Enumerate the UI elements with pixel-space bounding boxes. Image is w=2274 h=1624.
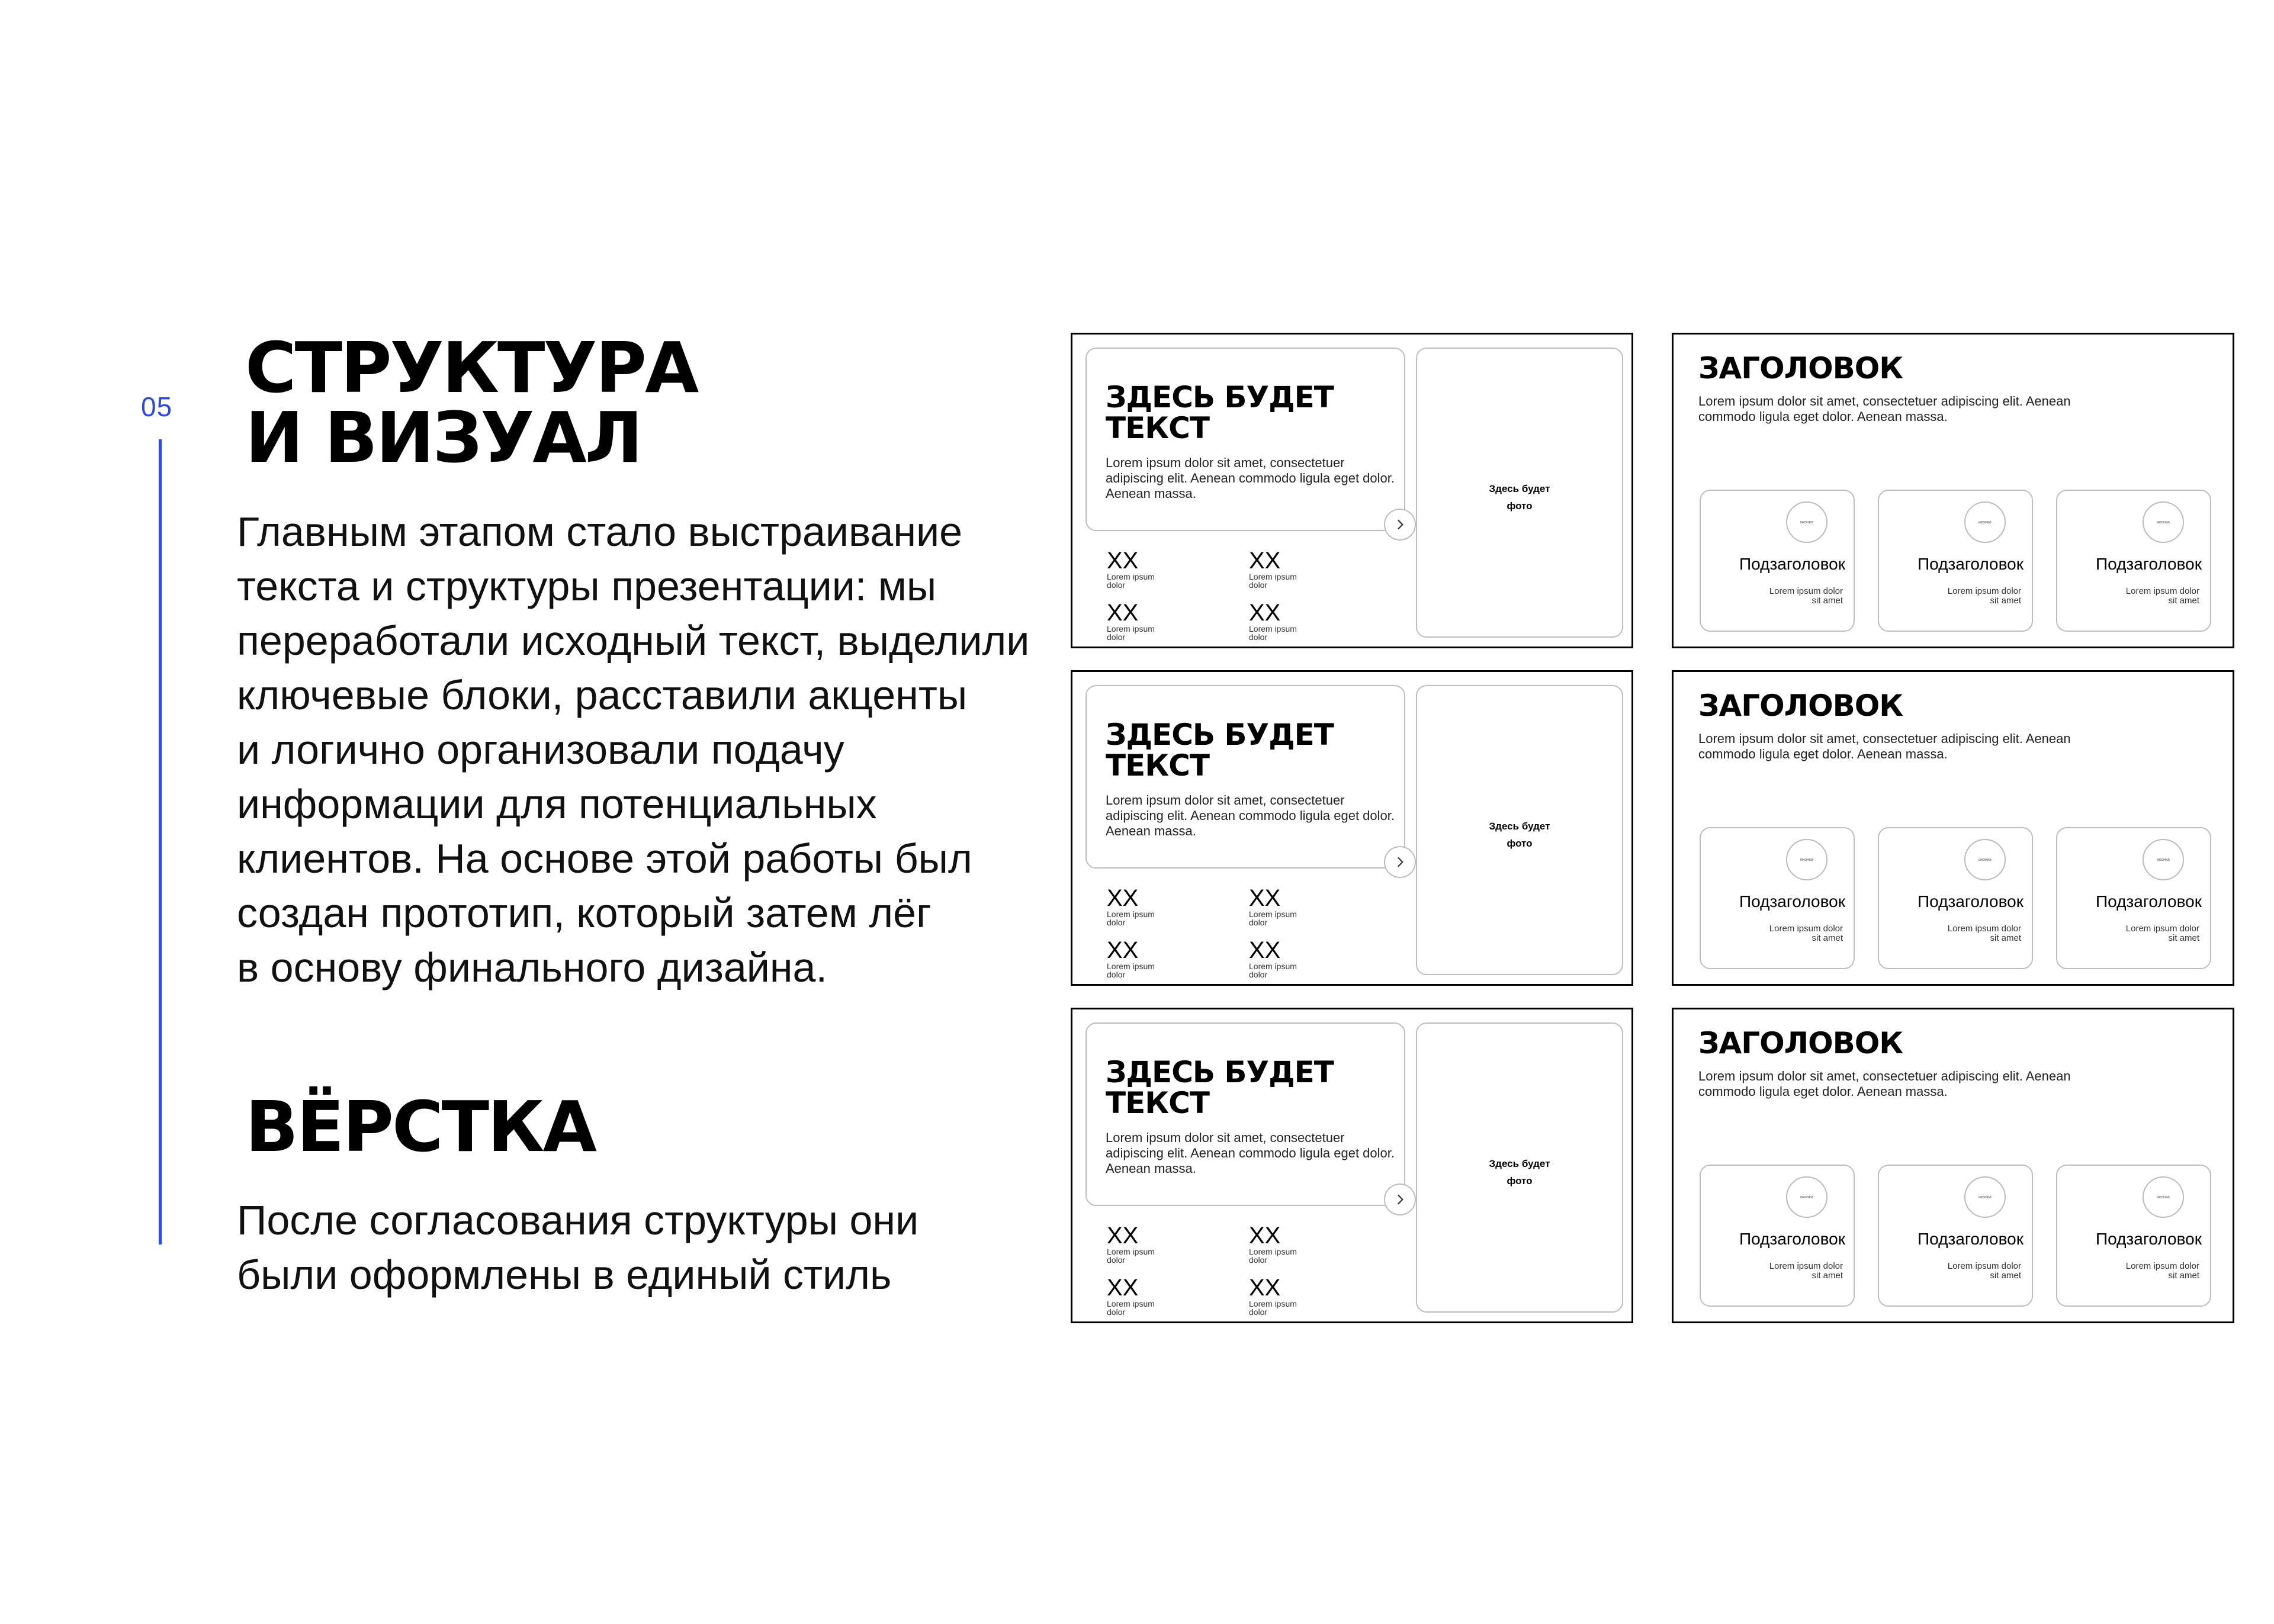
- feature-text-line: Lorem ipsum dolor: [2125, 1261, 2199, 1271]
- feature-card: [2056, 827, 2211, 969]
- next-arrow-button[interactable]: [1384, 1184, 1416, 1215]
- placeholder-icon: [1964, 1176, 2006, 1218]
- card-title: [1106, 719, 1334, 781]
- card-title-line: ТЕКСТ: [1106, 1086, 1209, 1120]
- slide-description: Lorem ipsum dolor sit amet, consectetuer adipiscing elit. Aenean commodo ligula eget dolor. Aenean massa.: [1698, 731, 2071, 761]
- stat-label: dolor: [1249, 1307, 1268, 1317]
- card-title-line: ЗДЕСЬ БУДЕТ: [1106, 718, 1334, 752]
- stat-label: dolor: [1249, 970, 1268, 979]
- text-line: ключевые блоки, расставили акценты: [237, 672, 968, 718]
- feature-card: [1878, 827, 2033, 969]
- feature-card: [2056, 490, 2211, 632]
- stat-label: Lorem ipsum: [1107, 624, 1155, 633]
- stat-label: dolor: [1249, 632, 1268, 642]
- stat-value: XX: [1107, 937, 1139, 963]
- feature-card-heading: Подзаголовок: [1739, 555, 1845, 573]
- feature-card-text: [1932, 1262, 2021, 1281]
- slide-preview-text-photo: [1071, 1008, 1633, 1323]
- placeholder-icon: [2143, 501, 2184, 543]
- stat-item: [1107, 601, 1155, 641]
- feature-card: [1700, 490, 1855, 632]
- slide-description: Lorem ipsum dolor sit amet, consectetuer adipiscing elit. Aenean commodo ligula eget dolor. Aenean massa.: [1698, 1069, 2071, 1099]
- text-line: Главным этапом стало выстраивание: [237, 509, 963, 555]
- feature-text-line: Lorem ipsum dolor: [1947, 1261, 2021, 1271]
- photo-placeholder: [1416, 348, 1623, 638]
- stat-label: Lorem ipsum: [1249, 624, 1297, 633]
- photo-label-line: фото: [1507, 1175, 1533, 1186]
- feature-card-text: [1754, 924, 1843, 943]
- text-line: в основу финального дизайна.: [237, 944, 827, 991]
- chevron-right-icon: [1393, 518, 1406, 531]
- feature-text-line: Lorem ipsum dolor: [2125, 586, 2199, 596]
- feature-card-heading: Подзаголовок: [1739, 1230, 1845, 1248]
- stat-item: [1249, 1276, 1297, 1316]
- placeholder-icon: [1964, 839, 2006, 880]
- placeholder-icon: [1786, 1176, 1827, 1218]
- layout-description: [237, 1193, 918, 1302]
- section-title-layout: [245, 1086, 595, 1168]
- title-line: И ВИЗУАЛ: [245, 397, 641, 478]
- feature-card-heading: Подзаголовок: [2096, 892, 2202, 911]
- stat-item: [1249, 938, 1297, 979]
- slide-description: Lorem ipsum dolor sit amet, consectetuer adipiscing elit. Aenean commodo ligula eget dolor. Aenean massa.: [1698, 394, 2071, 424]
- photo-label-line: Здесь будет: [1489, 483, 1550, 494]
- stat-value: XX: [1249, 937, 1281, 963]
- text-line: информации для потенциальных: [237, 781, 877, 827]
- photo-placeholder: [1416, 685, 1623, 975]
- stat-label: dolor: [1249, 1255, 1268, 1265]
- stat-item: [1107, 549, 1155, 589]
- icon-label: иконка: [1978, 520, 1992, 525]
- feature-text-line: sit amet: [2168, 596, 2199, 606]
- photo-label-line: фото: [1507, 838, 1533, 849]
- feature-card-text: [2111, 924, 2199, 943]
- stat-label: Lorem ipsum: [1249, 1247, 1297, 1256]
- text-line: были оформлены в единый стиль: [237, 1252, 892, 1298]
- feature-text-line: sit amet: [1812, 596, 1843, 606]
- structure-description: [237, 504, 1029, 995]
- feature-card-heading: Подзаголовок: [1918, 555, 2024, 573]
- feature-text-line: sit amet: [1990, 1271, 2021, 1281]
- stat-value: XX: [1249, 548, 1281, 574]
- stat-label: Lorem ipsum: [1107, 1247, 1155, 1256]
- stat-label: dolor: [1249, 580, 1268, 590]
- stat-label: Lorem ipsum: [1249, 909, 1297, 919]
- card-description: Lorem ipsum dolor sit amet, consectetuer adipiscing elit. Aenean commodo ligula eget dolor. Aenean massa.: [1106, 793, 1395, 838]
- stat-label: dolor: [1107, 1307, 1126, 1317]
- feature-text-line: sit amet: [2168, 933, 2199, 943]
- feature-text-line: Lorem ipsum dolor: [1769, 1261, 1843, 1271]
- stat-item: [1107, 938, 1155, 979]
- feature-card: [2056, 1165, 2211, 1307]
- photo-placeholder: [1416, 1022, 1623, 1313]
- stat-label: Lorem ipsum: [1107, 961, 1155, 971]
- stat-value: XX: [1249, 885, 1281, 911]
- feature-text-line: Lorem ipsum dolor: [1769, 924, 1843, 934]
- photo-label-line: Здесь будет: [1489, 1158, 1550, 1169]
- stat-label: dolor: [1107, 632, 1126, 642]
- text-line: текста и структуры презентации: мы: [237, 563, 937, 609]
- stat-item: [1249, 1224, 1297, 1264]
- feature-text-line: Lorem ipsum dolor: [1947, 586, 2021, 596]
- stat-item: [1107, 1276, 1155, 1316]
- text-line: После согласования структуры они: [237, 1197, 919, 1243]
- feature-card-text: [1754, 587, 1843, 606]
- card-description: Lorem ipsum dolor sit amet, consectetuer adipiscing elit. Aenean commodo ligula eget dolor. Aenean massa.: [1106, 1130, 1395, 1176]
- stat-value: XX: [1107, 600, 1139, 626]
- stat-item: [1107, 886, 1155, 927]
- feature-card-heading: Подзаголовок: [1739, 892, 1845, 911]
- chevron-right-icon: [1393, 856, 1406, 869]
- slide-preview-text-photo: [1071, 670, 1633, 986]
- stat-value: XX: [1249, 1223, 1281, 1249]
- feature-card-text: [1932, 924, 2021, 943]
- next-arrow-button[interactable]: [1384, 846, 1416, 878]
- stat-label: dolor: [1107, 970, 1126, 979]
- feature-text-line: Lorem ipsum dolor: [2125, 924, 2199, 934]
- feature-card-text: [1932, 587, 2021, 606]
- photo-label-line: фото: [1507, 500, 1533, 512]
- photo-label-line: Здесь будет: [1489, 821, 1550, 832]
- stat-item: [1107, 1224, 1155, 1264]
- slide-preview-heading-cards: [1672, 333, 2234, 648]
- slide-heading: ЗАГОЛОВОК: [1698, 1026, 1903, 1060]
- icon-label: иконка: [1978, 857, 1992, 862]
- slide-preview-text-photo: [1071, 333, 1633, 648]
- section-title-structure: [245, 327, 698, 478]
- card-title-line: ТЕКСТ: [1106, 411, 1209, 445]
- slide-preview-heading-cards: [1672, 1008, 2234, 1323]
- stat-label: Lorem ipsum: [1107, 1299, 1155, 1308]
- stat-label: Lorem ipsum: [1249, 1299, 1297, 1308]
- stat-label: dolor: [1249, 918, 1268, 927]
- feature-card-text: [1754, 1262, 1843, 1281]
- stat-label: dolor: [1107, 1255, 1126, 1265]
- feature-text-line: sit amet: [1812, 933, 1843, 943]
- feature-card-heading: Подзаголовок: [2096, 555, 2202, 573]
- icon-label: иконка: [2157, 857, 2170, 862]
- placeholder-icon: [1786, 501, 1827, 543]
- feature-card-heading: Подзаголовок: [1918, 892, 2024, 911]
- stat-value: XX: [1107, 885, 1139, 911]
- card-title-line: ЗДЕСЬ БУДЕТ: [1106, 380, 1334, 414]
- stat-label: Lorem ipsum: [1107, 572, 1155, 581]
- icon-label: иконка: [1800, 857, 1813, 862]
- text-card: [1085, 1022, 1405, 1206]
- stat-label: dolor: [1107, 918, 1126, 927]
- chevron-right-icon: [1393, 1193, 1406, 1206]
- placeholder-icon: [1786, 839, 1827, 880]
- text-line: и логично организовали подачу: [237, 726, 844, 773]
- icon-label: иконка: [1978, 1195, 1992, 1199]
- placeholder-icon: [1964, 501, 2006, 543]
- feature-text-line: Lorem ipsum dolor: [1769, 586, 1843, 596]
- feature-card-heading: Подзаголовок: [2096, 1230, 2202, 1248]
- stat-item: [1249, 601, 1297, 641]
- icon-label: иконка: [2157, 1195, 2170, 1199]
- feature-text-line: sit amet: [1990, 933, 2021, 943]
- card-title: [1106, 382, 1334, 443]
- text-line: создан прототип, который затем лёг: [237, 890, 932, 936]
- icon-label: иконка: [1800, 520, 1813, 525]
- placeholder-icon: [2143, 839, 2184, 880]
- stat-value: XX: [1249, 1275, 1281, 1301]
- icon-label: иконка: [1800, 1195, 1813, 1199]
- feature-card: [1878, 490, 2033, 632]
- feature-card: [1878, 1165, 2033, 1307]
- slide-heading: ЗАГОЛОВОК: [1698, 689, 1903, 723]
- text-card: [1085, 348, 1405, 531]
- feature-card-text: [2111, 587, 2199, 606]
- stat-label: Lorem ipsum: [1107, 909, 1155, 919]
- feature-card-text: [2111, 1262, 2199, 1281]
- stat-label: Lorem ipsum: [1249, 961, 1297, 971]
- slide-heading: ЗАГОЛОВОК: [1698, 351, 1903, 385]
- text-line: клиентов. На основе этой работы был: [237, 835, 972, 882]
- feature-card: [1700, 827, 1855, 969]
- feature-card-heading: Подзаголовок: [1918, 1230, 2024, 1248]
- feature-card: [1700, 1165, 1855, 1307]
- next-arrow-button[interactable]: [1384, 509, 1416, 541]
- feature-text-line: sit amet: [1990, 596, 2021, 606]
- stat-value: XX: [1107, 1275, 1139, 1301]
- feature-text-line: sit amet: [2168, 1271, 2199, 1281]
- slide-preview-heading-cards: [1672, 670, 2234, 986]
- stat-value: XX: [1107, 1223, 1139, 1249]
- placeholder-icon: [2143, 1176, 2184, 1218]
- accent-divider-line: [159, 439, 162, 1244]
- title-line: СТРУКТУРА: [245, 327, 698, 409]
- text-line: переработали исходный текст, выделили: [237, 618, 1030, 664]
- title-line: ВЁРСТКА: [245, 1086, 595, 1168]
- section-number: 05: [141, 391, 173, 422]
- stat-label: dolor: [1107, 580, 1126, 590]
- card-title-line: ЗДЕСЬ БУДЕТ: [1106, 1055, 1334, 1089]
- photo-label: [1417, 480, 1622, 514]
- feature-text-line: Lorem ipsum dolor: [1947, 924, 2021, 934]
- stat-item: [1249, 886, 1297, 927]
- stat-label: Lorem ipsum: [1249, 572, 1297, 581]
- icon-label: иконка: [2157, 520, 2170, 525]
- stat-value: XX: [1107, 548, 1139, 574]
- card-title: [1106, 1057, 1334, 1118]
- stat-value: XX: [1249, 600, 1281, 626]
- card-title-line: ТЕКСТ: [1106, 748, 1209, 783]
- text-card: [1085, 685, 1405, 869]
- card-description: Lorem ipsum dolor sit amet, consectetuer adipiscing elit. Aenean commodo ligula eget dolor. Aenean massa.: [1106, 455, 1395, 501]
- photo-label: [1417, 1155, 1622, 1189]
- photo-label: [1417, 818, 1622, 852]
- stat-item: [1249, 549, 1297, 589]
- feature-text-line: sit amet: [1812, 1271, 1843, 1281]
